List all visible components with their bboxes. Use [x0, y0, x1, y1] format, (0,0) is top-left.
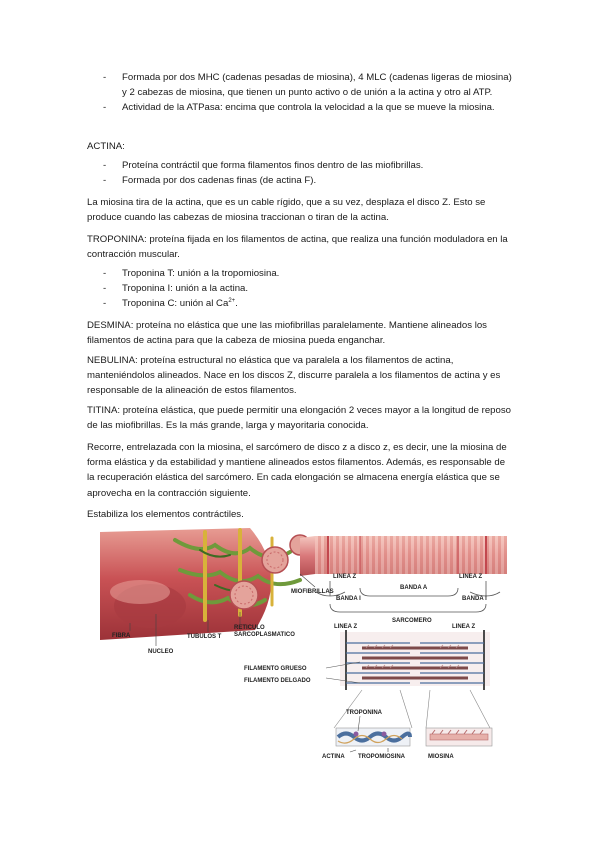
paragraph-miosina: La miosina tira de la actina, que es un cable rígido, que a su vez, desplaza el disco Z. Esto se produce cuando las cabezas de miosina traccionan o tiran de la actina. — [87, 197, 486, 224]
troponina-intro: TROPONINA: proteína fijada en los filamentos de actina, que realiza una función moduladora en la contracción muscular. — [87, 234, 508, 261]
recorre-paragraph: Recorre, entrelazada con la miosina, el sarcómero de disco z a disco z, es decir, une la miosina de forma elástica y da estabilidad y mantiene alineados estos filamentos. Además, es responsable de la recuperación elástica del sarcómero. En cada elongación se almacena energía elástica que se aprovecha en la contracción siguiente. — [87, 442, 507, 499]
bullet-dash: - — [103, 175, 107, 187]
label-banda-i-2: BANDA I — [462, 596, 487, 602]
myosin-bullet-2: Actividad de la ATPasa: encima que controla la velocidad a la que se mueve la miosina. — [122, 102, 495, 114]
bullet-dash: - — [103, 72, 107, 83]
label-miosina: MIOSINA — [428, 754, 454, 760]
label-miofibrillas: MIOFIBRILLAS — [291, 589, 334, 595]
calcium-charge: 2+ — [228, 298, 236, 305]
label-linea-z-4: LINEA Z — [452, 624, 476, 630]
myofibril-extended — [300, 536, 507, 576]
label-nucleo: NUCLEO — [148, 649, 174, 655]
bullet-dash: - — [103, 102, 107, 114]
label-filamento-delgado: FILAMENTO DELGADO — [244, 678, 311, 684]
label-sarcomero: SARCOMERO — [392, 618, 432, 624]
troponina-i: Troponina I: unión a la actina. — [122, 283, 249, 295]
titina-paragraph: TITINA: proteína elástica, que puede permitir una elongación 2 veces mayor a la longitud de reposo de las miofibrillas. Es la más grande, larga y mayoritaria conocida. — [87, 405, 511, 432]
myosin-bullet-1: Formada por dos MHC (cadenas pesadas de miosina), 4 MLC (cadenas ligeras de miosina) y 2 cabezas de miosina, que tienen un punto activo o de unión a la actina y otro al ATP. — [122, 72, 512, 99]
label-filamento-grueso: FILAMENTO GRUESO — [244, 666, 307, 672]
label-reticulo: RETICULO — [234, 625, 265, 631]
actin-detail — [336, 716, 410, 746]
bullet-dash: - — [103, 268, 107, 279]
actina-heading: ACTINA: — [87, 141, 125, 152]
estabiliza-paragraph: Estabiliza los elementos contráctiles. — [87, 509, 244, 520]
bullet-dash: - — [103, 283, 107, 295]
bullet-dash: - — [103, 298, 107, 310]
nebulina-paragraph: NEBULINA: proteína estructural no elástica que va paralela a los filamentos de actina, manteniéndolos alineados. Nace en los discos Z, discurre paralela a los filamentos de actina y es responsable de la alineación de estos filamentos. — [87, 355, 501, 397]
troponina-t: Troponina T: unión a la tropomiosina. — [122, 268, 280, 279]
troponina-c: Troponina C: unión al Ca — [122, 298, 229, 310]
label-sarcoplasmatico: SARCOPLASMATICO — [234, 632, 295, 638]
label-linea-z-2: LINEA Z — [459, 574, 483, 580]
label-troponina: TROPONINA — [346, 710, 382, 716]
label-actina: ACTINA — [322, 754, 345, 760]
label-fibra: FIBRA — [112, 633, 131, 639]
desmina-paragraph: DESMINA: proteína no elástica que une las miofibrillas paralelamente. Mantiene alineados los filamentos de actina para que la cabeza de miosina pueda enganchar. — [87, 320, 487, 347]
label-tropomiosina: TROPOMIOSINA — [358, 754, 406, 760]
label-banda-a: BANDA A — [400, 585, 428, 591]
label-linea-z-1: LINEA Z — [333, 574, 357, 580]
troponina-c-end: . — [235, 298, 238, 310]
actina-bullet-1: Proteína contráctil que forma filamentos finos dentro de las miofibrillas. — [122, 160, 424, 171]
label-tubulos: TUBULOS T — [187, 634, 222, 640]
actina-bullet-2: Formada por dos cadenas finas (de actina F). — [122, 175, 317, 187]
label-linea-z-3: LINEA Z — [334, 624, 358, 630]
bullet-dash: - — [103, 160, 107, 171]
label-banda-i-1: BANDA I — [336, 596, 361, 602]
myosin-detail — [426, 728, 492, 746]
